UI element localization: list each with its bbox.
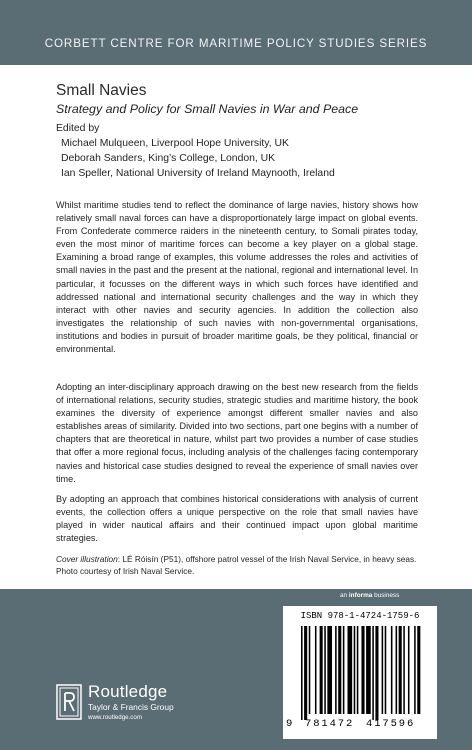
cover-illustration-credit xyxy=(56,553,418,577)
barcode-left-digits: 781472 xyxy=(305,718,355,730)
series-title: CORBETT CENTRE FOR MARITIME POLICY STUDIES SERIES xyxy=(44,37,428,50)
title-block xyxy=(56,82,418,181)
barcode-bar xyxy=(343,626,345,714)
barcode-bar xyxy=(324,626,326,714)
blurb-paragraph-2: Adopting an inter-disciplinary approach drawing on the best new research from the fields of international relations, security studies, strategic studies and maritime history, the book examines the diversity of experience amongst different smaller navies and also establishes areas of similarity. Divided into two sections, part one begins with a number of chapters that are theoretical in nature, whilst part two provides a number of case studies that offer a more regional focus, including analysis of the challenges facing contemporary navies and historical case studies designed to reveal the experience of small navies over time. xyxy=(56,382,418,484)
informa-business-tag xyxy=(340,592,399,599)
blurb-paragraph-1: Whilst maritime studies tend to reflect the dominance of large navies, history shows how relatively small naval forces can have a disproportionately large impact on global events. From Confederate commerce raiders in the nineteenth century, to Somali pirates today, even the most minor of maritime forces can become a key player on a global stage. Examining a broad range of examples, this volume addresses the roles and activities of small navies in the past and the present at the national, regional and international level. In particular, it focusses on the different ways in which such forces have identified and addressed national and international security challenges and the way in which they interact with other navies and security agencies. In addition the collection also investigates the relationship of such navies with non-governmental organisations, institutions and bodies in pursuit of broader maritime goals, be they political, financial or environmental. xyxy=(56,200,418,355)
cover-illustration-text: : LÉ Róisín (P51), offshore patrol vessel of the Irish Naval Service, in heavy seas. Photo courtesy of Irish Naval Service. xyxy=(56,554,417,577)
edited-by-label: Edited by xyxy=(56,123,100,134)
barcode-bar xyxy=(354,626,356,714)
publisher-group: Taylor & Francis Group xyxy=(88,702,174,712)
isbn-barcode xyxy=(283,606,437,739)
book-subtitle: Strategy and Policy for Small Navies in War and Peace xyxy=(56,102,359,116)
barcode-bar xyxy=(361,626,364,714)
barcode-bar xyxy=(382,626,384,714)
barcode-lead-digit: 9 xyxy=(286,718,293,730)
barcode-bar xyxy=(348,626,353,714)
barcode-bar xyxy=(391,626,393,714)
barcode-right-digits: 417596 xyxy=(366,718,416,730)
barcode-bar xyxy=(357,626,359,714)
editor-3: Ian Speller, National University of Ireland Maynooth, Ireland xyxy=(61,168,335,179)
series-header-band xyxy=(0,0,472,65)
blurb-paragraph-3: By adopting an approach that combines historical considerations with analysis of current events, the collection offers a unique perspective on the role that small navies have played in wider nautical affairs and their continued impact upon global maritime strategies. xyxy=(56,494,418,544)
barcode-bar xyxy=(403,626,405,714)
informa-brand: informa xyxy=(348,592,373,599)
barcode-bar xyxy=(335,626,337,714)
barcode-bar xyxy=(372,626,374,720)
barcode-bar xyxy=(408,626,410,714)
publisher-name: Routledge xyxy=(88,682,168,701)
editor-1: Michael Mulqueen, Liverpool Hope University, UK xyxy=(61,138,289,149)
book-title: Small Navies xyxy=(56,82,147,99)
isbn-number: ISBN 978-1-4724-1759-6 xyxy=(300,611,420,621)
barcode-bar xyxy=(414,626,416,714)
barcode-bar xyxy=(366,626,371,714)
barcode-bar xyxy=(301,626,303,720)
cover-illustration-label: Cover illustration xyxy=(56,554,118,564)
routledge-logo-icon xyxy=(56,684,82,720)
barcode-bar xyxy=(338,626,341,714)
barcode-bars xyxy=(295,626,425,722)
barcode-bar xyxy=(385,626,387,714)
barcode-bar xyxy=(327,626,332,714)
barcode-bar xyxy=(315,626,317,714)
editor-2: Deborah Sanders, King’s College, London, UK xyxy=(61,153,276,164)
barcode-bar xyxy=(309,626,311,714)
publisher-block xyxy=(56,684,236,724)
informa-prefix: an xyxy=(340,592,349,599)
barcode-bar xyxy=(375,626,378,720)
barcode-bar xyxy=(320,626,323,714)
publisher-url: www.routledge.com xyxy=(88,714,142,721)
barcode-bar xyxy=(399,626,402,714)
informa-suffix: business xyxy=(372,592,400,599)
barcode-bar xyxy=(417,626,420,714)
barcode-bar xyxy=(396,626,398,714)
barcode-bar xyxy=(304,626,307,720)
